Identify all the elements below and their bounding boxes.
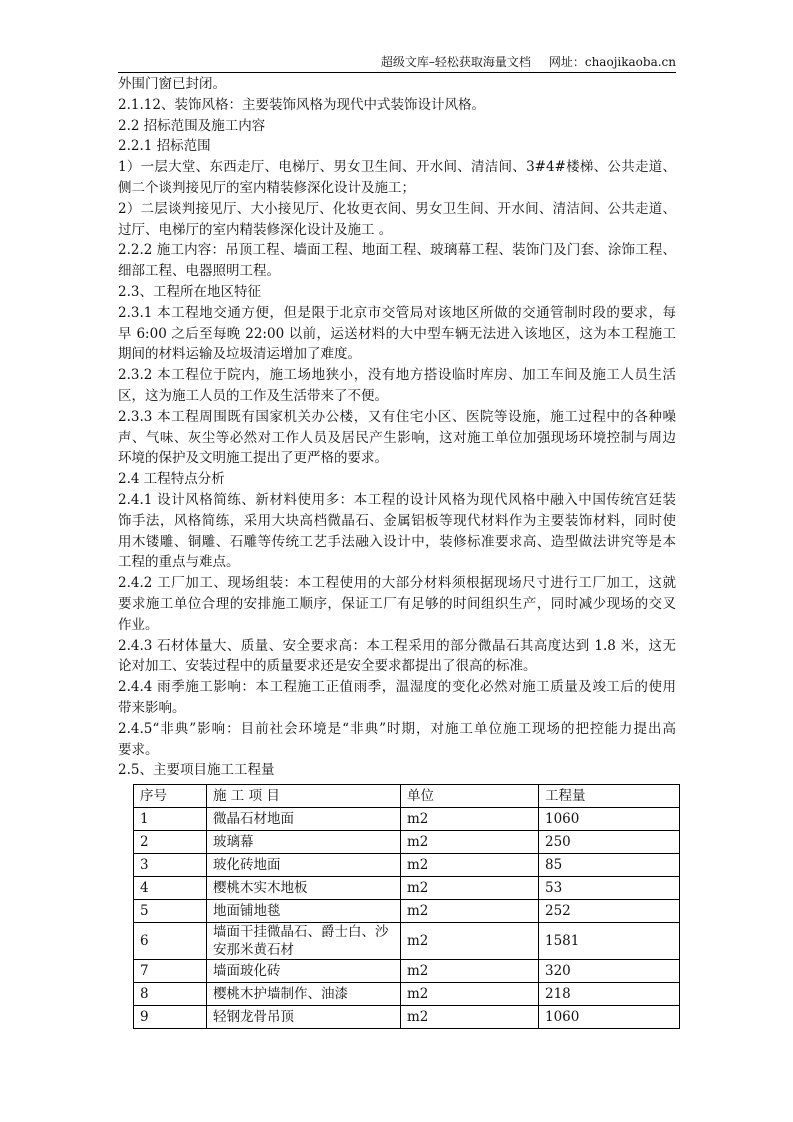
text-line: 要求施工单位合理的安排施工顺序，保证工厂有足够的时间组织生产，同时减少现场的交叉	[118, 595, 676, 612]
table-row	[134, 900, 680, 923]
table-cell: 8	[134, 983, 207, 1006]
text-line: 2.3.3 本工程周围既有国家机关办公楼，又有住宅小区、医院等设施，施工过程中的各种噪	[118, 408, 676, 425]
table-cell: m2	[401, 831, 539, 854]
table-cell: 250	[539, 831, 680, 854]
table-cell: 1	[134, 808, 207, 831]
table-row	[134, 983, 680, 1006]
table-cell: m2	[401, 900, 539, 923]
header-site-name: 超级文库–轻松获取海量文档	[380, 55, 531, 69]
table-cell: 微晶石材地面	[207, 808, 401, 831]
table-row	[134, 854, 680, 877]
text-line: 早 6:00 之后至每晚 22:00 以前，运送材料的大中型车辆无法进入该地区，这为本工程施工	[118, 325, 676, 342]
text-line: 侧二个谈判接见厅的室内精装修深化设计及施工；	[118, 179, 415, 196]
text-line: 带来影响。	[118, 699, 186, 716]
text-line: 2.2 招标范围及施工内容	[118, 117, 266, 134]
table-cell: m2	[401, 1006, 539, 1029]
table-cell: 252	[539, 900, 680, 923]
table-cell: 3	[134, 854, 207, 877]
table-row	[134, 877, 680, 900]
text-line: 2.4.1 设计风格简练、新材料使用多：本工程的设计风格为现代风格中融入中国传统宫廷装	[118, 491, 676, 508]
table-cell: m2	[401, 983, 539, 1006]
text-line: 2.4.5“非典”影响：目前社会环境是“非典”时期，对施工单位施工现场的把控能力提出高	[118, 720, 676, 737]
table-cell: 218	[539, 983, 680, 1006]
table-cell: 墙面干挂微晶石、爵士白、沙安那米黄石材	[207, 923, 401, 960]
table-cell: 玻化砖地面	[207, 854, 401, 877]
text-line: 2.2.1 招标范围	[118, 138, 211, 155]
text-line: 作业。	[118, 616, 159, 633]
table-cell: 85	[539, 854, 680, 877]
table-cell: m2	[401, 854, 539, 877]
text-line: 用木镂雕、铜雕、石雕等传统工艺手法融入设计中，装修标准要求高、造型做法讲究等是本	[118, 533, 676, 550]
text-line: 区，这为施工人员的工作及生活带来了不便。	[118, 387, 388, 404]
table-cell: 墙面玻化砖	[207, 960, 401, 983]
text-line: 论对加工、安装过程中的质量要求还是安全要求都提出了很高的标准。	[118, 658, 537, 675]
table-cell: m2	[401, 877, 539, 900]
table-cell: 320	[539, 960, 680, 983]
text-line: 过厅、电梯厅的室内精装修深化设计及施工 。	[118, 221, 393, 238]
header-cell: 工程量	[539, 785, 680, 808]
text-line: 2.3、工程所在地区特征	[118, 283, 261, 300]
text-line: 声、气味、灰尘等必然对工作人员及居民产生影响，这对施工单位加强现场环境控制与周边	[118, 429, 676, 446]
table-cell: 7	[134, 960, 207, 983]
text-line: 2.1.12、装饰风格：主要装饰风格为现代中式装饰设计风格。	[118, 96, 485, 113]
table-cell: 玻璃幕	[207, 831, 401, 854]
header-cell: 单位	[401, 785, 539, 808]
text-line: 2.4.2 工厂加工、现场组装：本工程使用的大部分材料须根据现场尺寸进行工厂加工，这就	[118, 575, 676, 592]
table-cell: m2	[401, 808, 539, 831]
text-line: 饰手法，风格简练，采用大块高档微晶石、金属铝板等现代材料作为主要装饰材料，同时使	[118, 512, 676, 529]
table-cell: 2	[134, 831, 207, 854]
text-line: 2.3.2 本工程位于院内，施工场地狭小，没有地方搭设临时库房、加工车间及施工人员生活	[118, 367, 676, 384]
table-cell: 轻钢龙骨吊顶	[207, 1006, 401, 1029]
table-row	[134, 1006, 680, 1029]
quantities-table	[133, 784, 680, 1029]
table-row	[134, 960, 680, 983]
table-row	[134, 808, 680, 831]
text-line: 2.4 工程特点分析	[118, 471, 225, 488]
text-line: 期间的材料运输及垃圾清运增加了难度。	[118, 346, 361, 363]
table-cell: 53	[539, 877, 680, 900]
text-line: 工程的重点与难点。	[118, 554, 240, 571]
text-line: 2）二层谈判接见厅、大小接见厅、化妆更衣间、男女卫生间、开水间、清洁间、公共走道、	[118, 200, 676, 217]
table-cell: 樱桃木护墙制作、油漆	[207, 983, 401, 1006]
text-line: 2.4.3 石材体量大、质量、安全要求高：本工程采用的部分微晶石其高度达到 1.8 米，这无	[118, 637, 676, 654]
text-line: 2.4.4 雨季施工影响：本工程施工正值雨季，温湿度的变化必然对施工质量及竣工后的使用	[118, 679, 676, 696]
table-cell: 1060	[539, 1006, 680, 1029]
text-line: 2.5、主要项目施工工程量	[118, 762, 275, 779]
table-cell: m2	[401, 960, 539, 983]
text-line: 1）一层大堂、东西走厅、电梯厅、男女卫生间、开水间、清洁间、3#4#楼梯、公共走道、	[118, 159, 676, 176]
table-cell: 4	[134, 877, 207, 900]
table-cell: 1060	[539, 808, 680, 831]
table-cell: 5	[134, 900, 207, 923]
document-body	[118, 74, 676, 781]
table-row	[134, 923, 680, 960]
text-line: 环境的保护及文明施工提出了更严格的要求。	[118, 450, 388, 467]
text-line: 2.3.1 本工程地交通方便，但是限于北京市交管局对该地区所做的交通管制时段的要求，每	[118, 304, 676, 321]
table-cell: 9	[134, 1006, 207, 1029]
text-line: 要求。	[118, 741, 159, 758]
header-url: 网址：chaojikaoba.cn	[548, 55, 676, 69]
text-line: 细部工程、电器照明工程。	[118, 263, 280, 280]
table-cell: 地面铺地毯	[207, 900, 401, 923]
table-header-row	[134, 785, 680, 808]
table-cell: 6	[134, 923, 207, 960]
header-cell: 施 工 项 目	[207, 785, 401, 808]
text-line: 2.2.2 施工内容：吊顶工程、墙面工程、地面工程、玻璃幕工程、装饰门及门套、涂饰工程、	[118, 242, 676, 259]
text-line: 外围门窗已封闭。	[118, 76, 226, 92]
header-cell: 序号	[134, 785, 207, 808]
table-cell: 1581	[539, 923, 680, 960]
page-header	[118, 54, 676, 73]
table-cell: 樱桃木实木地板	[207, 877, 401, 900]
table-row	[134, 831, 680, 854]
table-cell: m2	[401, 923, 539, 960]
